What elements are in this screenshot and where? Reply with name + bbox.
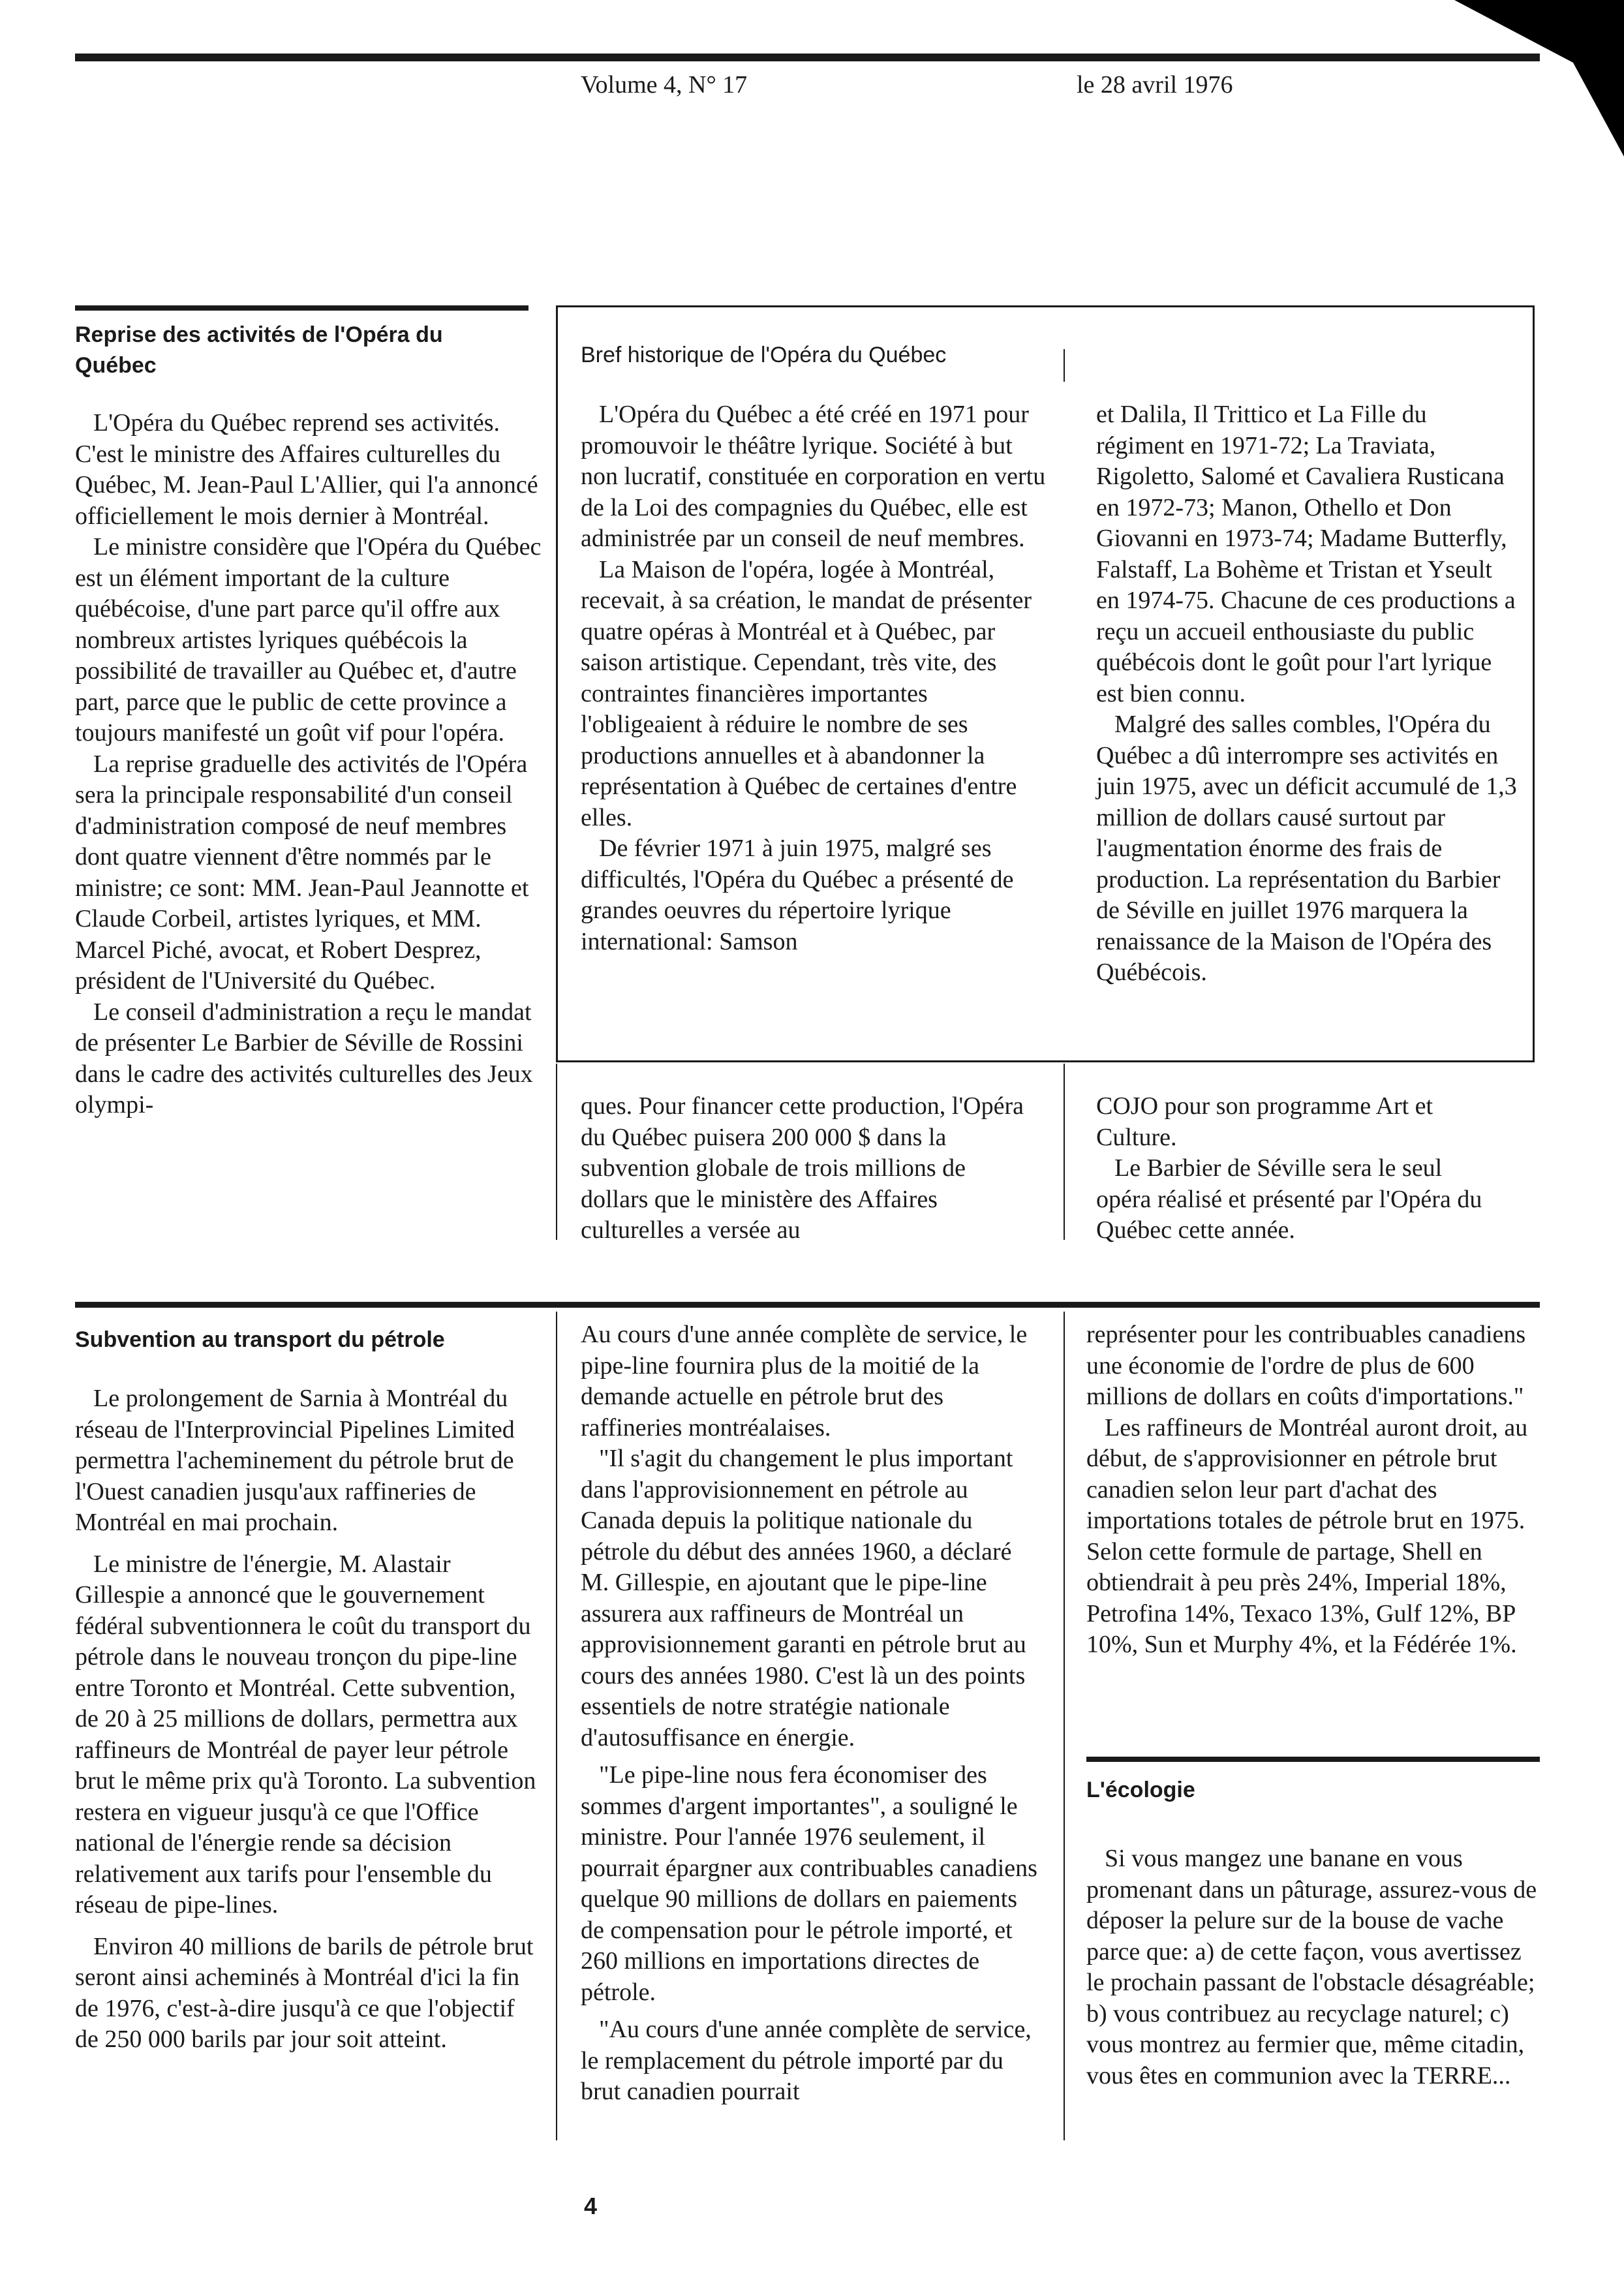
paragraph: Malgré des salles combles, l'Opéra du Québec a dû interrompre ses activités en juin 1975, avec un déficit accumulé de 1,3 million de dollars causé surtout par l'augmentation énorme des frais de production. La représentation du Barbier de Séville en juillet 1976 marquera la renaissance de la Maison de l'Opéra des Québécois. bbox=[1096, 711, 1517, 986]
paragraph: Le ministre considère que l'Opéra du Québec est un élément important de la culture québécoise, d'une part parce qu'il offre aux nombreux artistes lyriques québécois la possibilité de travailler au Québec et, d'autre part, parce que le public de cette province a toujours manifesté un goût vif pour l'opéra. bbox=[75, 533, 542, 747]
ecologie-title: L'écologie bbox=[1086, 1778, 1195, 1802]
petrole-column-divider-2 bbox=[1064, 1312, 1065, 2140]
paragraph: Le conseil d'administration a reçu le mandat de présenter Le Barbier de Séville de Rossini dans le cadre des activités culturelles des Jeux olympi- bbox=[75, 998, 533, 1118]
paragraph: Au cours d'une année complète de service, le pipe-line fournira plus de la moitié de la demande actuelle en pétrole brut des raffineries montréalaises. bbox=[581, 1321, 1028, 1441]
paragraph: Le Barbier de Séville sera le seul opéra réalisé et présenté par l'Opéra du Québec cette année. bbox=[1096, 1154, 1482, 1244]
paragraph: Si vous mangez une banane en vous promenant dans un pâturage, assurez-vous de déposer la pelure sur de la bouse de vache parce que: a) de cette façon, vous avertissez le prochain passant de l'obstacle désagréable; b) vous contribuez au recyclage naturel; c) vous montrez au fermier que, même citadin, vous êtes en communion avec la TERRE... bbox=[1086, 1845, 1537, 2089]
box-divider-right bbox=[1064, 392, 1065, 1044]
scan-corner-shadow bbox=[1454, 0, 1624, 157]
paragraph: Les raffineurs de Montréal auront droit, au début, de s'approvisionner en pétrole brut canadien selon leur part d'achat des importations totales de pétrole brut en 1975. Selon cette formule de partage, Shell en obtiendrait à peu près 24%, Imperial 18%, Petrofina 14%, Texaco 13%, Gulf 12%, BP 10%, Sun et Murphy 4%, et la Fédérée 1%. bbox=[1086, 1413, 1528, 1658]
paragraph: ques. Pour financer cette production, l'Opéra du Québec puisera 200 000 $ dans la subvention globale de trois millions de dollars que le ministère des Affaires culturelles a versée au bbox=[581, 1092, 1024, 1244]
issue-date: le 28 avril 1976 bbox=[1077, 71, 1233, 99]
paragraph: "Il s'agit du changement le plus important dans l'approvisionnement en pétrole au Canada depuis la politique nationale du pétrole du début des années 1960, a déclaré M. Gillespie, en ajoutant que le pipe-line assurera aux raffineurs de Montréal un approvisionnement garanti en pétrole brut au cours des années 1980. C'est là un des points essentiels de notre stratégie nationale d'autosuffisance en énergie. bbox=[581, 1445, 1026, 1751]
petrole-column-2 bbox=[581, 1319, 1044, 2108]
paragraph: représenter pour les contribuables canadiens une économie de l'ordre de plus de 600 millions de dollars en coûts d'importations." bbox=[1086, 1321, 1526, 1410]
petrole-column-1 bbox=[75, 1383, 542, 2056]
petrole-column-3 bbox=[1086, 1319, 1543, 1661]
historique-column-1 bbox=[581, 399, 1050, 957]
ecologie-top-rule bbox=[1086, 1757, 1540, 1762]
paragraph: L'Opéra du Québec a été créé en 1971 pour promouvoir le théâtre lyrique. Société à but non lucratif, constituée en corporation en vertu de la Loi des compagnies du Québec, elle est administrée par un conseil de neuf membres. bbox=[581, 401, 1046, 552]
paragraph: COJO pour son programme Art et Culture. bbox=[1096, 1092, 1433, 1151]
ecologie-column bbox=[1086, 1843, 1543, 2091]
paragraph: La reprise graduelle des activités de l'Opéra sera la principale responsabilité d'un conseil d'administration composé de neuf membres dont quatre viennent d'être nommés par le ministre; ce sont: MM. Jean-Paul Jeannotte et Claude Corbeil, artistes lyriques, et MM. Marcel Piché, avocat, et Robert Desprez, président de l'Université du Québec. bbox=[75, 750, 529, 994]
paragraph: L'Opéra du Québec reprend ses activités. C'est le ministre des Affaires culturelles du Québec, M. Jean-Paul L'Allier, qui l'a annoncé officiellement le mois dernier à Montréal. bbox=[75, 409, 538, 530]
opera-column-divider-2 bbox=[1064, 1064, 1065, 1240]
opera-column-1 bbox=[75, 408, 542, 1121]
paragraph: Le ministre de l'énergie, M. Alastair Gillespie a annoncé que le gouvernement fédéral subventionnera le coût du transport du pétrole dans le nouveau tronçon du pipe-line entre Toronto et Montréal. Cette subvention, de 20 à 25 millions de dollars, permettra aux raffineurs de Montréal de payer leur pétrole brut le même prix qu'à Toronto. La subvention restera en vigueur jusqu'à ce que l'Office national de l'énergie rende sa décision relativement aux tarifs pour l'ensemble du réseau de pipe-lines. bbox=[75, 1550, 536, 1918]
opera-column-divider-1 bbox=[556, 1064, 557, 1240]
paragraph: "Le pipe-line nous fera économiser des sommes d'argent importantes", a souligné le ministre. Pour l'année 1976 seulement, il pourrait épargner aux contribuables canadiens quelque 90 millions de dollars en paiements de compensation pour le pétrole importé, et 260 millions en importations directes de pétrole. bbox=[581, 1761, 1037, 2006]
opera-title: Reprise des activités de l'Opéra du Québec bbox=[75, 322, 443, 378]
petrole-top-rule bbox=[75, 1302, 1540, 1308]
opera-column-2 bbox=[581, 1091, 1037, 1246]
historique-column-2 bbox=[1096, 399, 1520, 989]
paragraph: Environ 40 millions de barils de pétrole brut seront ainsi acheminés à Montréal d'ici la fin de 1976, c'est-à-dire jusqu'à ce que l'objectif de 250 000 barils par jour soit atteint. bbox=[75, 1932, 534, 2053]
petrole-column-divider-1 bbox=[556, 1312, 557, 2140]
top-rule bbox=[75, 54, 1540, 61]
paragraph: et Dalila, Il Trittico et La Fille du régiment en 1971-72; La Traviata, Rigoletto, Salomé et Cavaliera Rusticana en 1972-73; Manon, Othello et Don Giovanni en 1973-74; Madame Butterfly, Falstaff, La Bohème et Tristan et Yseult en 1974-75. Chacune de ces productions a reçu un accueil enthousiaste du public québécois dont le goût pour l'art lyrique est bien connu. bbox=[1096, 401, 1516, 707]
page-number: 4 bbox=[584, 2193, 598, 2219]
paragraph: La Maison de l'opéra, logée à Montréal, recevait, à sa création, le mandat de présenter quatre opéras à Montréal et à Québec, par saison artistique. Cependant, très vite, des contraintes financières importantes l'obligeaient à réduire le nombre de ses productions annuelles et à abandonner la représentation à Québec de certaines d'entre elles. bbox=[581, 555, 1032, 831]
opera-top-rule bbox=[75, 305, 529, 311]
opera-column-3 bbox=[1096, 1091, 1488, 1246]
box-divider-left bbox=[1064, 349, 1065, 382]
paragraph: "Au cours d'une année complète de service, le remplacement du pétrole importé par du brut canadien pourrait bbox=[581, 2016, 1032, 2105]
paragraph: Le prolongement de Sarnia à Montréal du réseau de l'Interprovincial Pipelines Limited permettra l'acheminement du pétrole brut de l'Ouest canadien jusqu'aux raffineries de Montréal en mai prochain. bbox=[75, 1385, 515, 1536]
petrole-title: Subvention au transport du pétrole bbox=[75, 1327, 445, 1352]
paragraph: De février 1971 à juin 1975, malgré ses difficultés, l'Opéra du Québec a présenté de grandes oeuvres du répertoire lyrique international: Samson bbox=[581, 835, 1014, 955]
volume-number: Volume 4, N° 17 bbox=[581, 71, 748, 99]
historique-title: Bref historique de l'Opéra du Québec bbox=[581, 343, 947, 367]
